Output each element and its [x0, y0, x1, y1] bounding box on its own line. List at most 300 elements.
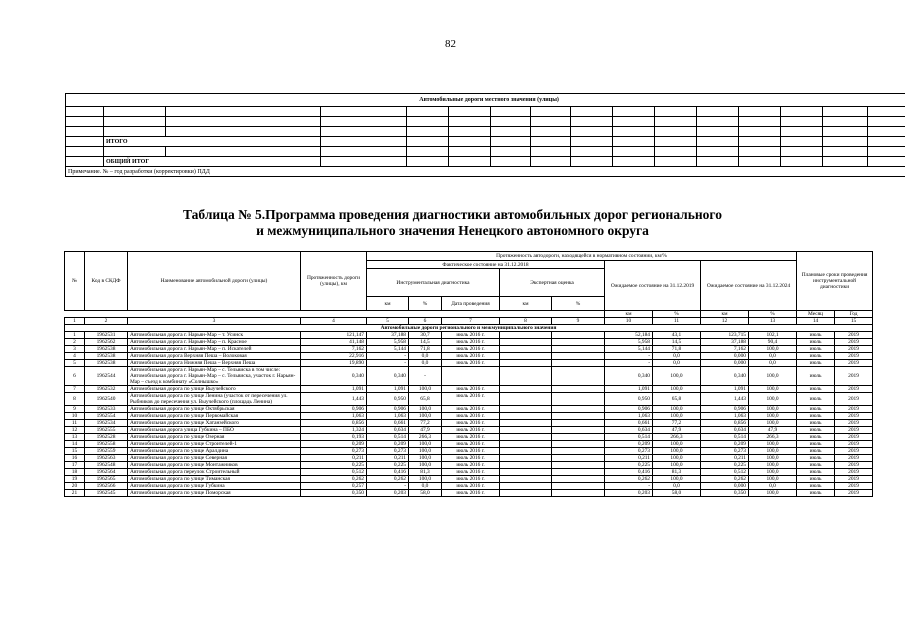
row-expert-km [500, 448, 552, 455]
row-expert-pct [552, 448, 605, 455]
table-row [65, 455, 873, 462]
row-year: 2019 [835, 346, 873, 353]
row-instr-date: июль 2016 г. [442, 413, 500, 420]
row-number: 18 [65, 469, 85, 476]
row-2024-pct: 100,0 [749, 462, 797, 469]
row-month: июль [797, 455, 835, 462]
row-length: 1,324 [301, 427, 367, 434]
row-2019-km: - [605, 353, 653, 360]
row-number: 7 [65, 386, 85, 393]
row-instr-pct: 100,0 [409, 462, 442, 469]
row-expert-km [500, 483, 552, 490]
row-length: 0,512 [301, 469, 367, 476]
row-2019-km: 1,063 [605, 413, 653, 420]
row-month: июль [797, 413, 835, 420]
section-heading: Автомобильные дороги регионального и межмуниципального значения [65, 325, 873, 332]
row-month: июль [797, 462, 835, 469]
row-name: Автомобильная дорога по улице Аралдина [128, 448, 301, 455]
row-month: июль [797, 360, 835, 367]
row-name: Автомобильная дорога по улице Монтажников [128, 462, 301, 469]
row-instr-pct: 100,0 [409, 413, 442, 420]
row-instr-km: - [367, 360, 409, 367]
row-year: 2019 [835, 455, 873, 462]
row-code: 1962562 [85, 339, 128, 346]
row-month: июль [797, 469, 835, 476]
col-header-normative: Протяженность автодороги, находящейся в нормативном состоянии, км/% [367, 252, 797, 261]
row-instr-pct: 30,7 [409, 332, 442, 339]
row-2024-pct: 0,0 [749, 483, 797, 490]
row-instr-pct: 65,8 [409, 393, 442, 406]
row-year: 2019 [835, 332, 873, 339]
table-row [65, 441, 873, 448]
row-number: 19 [65, 476, 85, 483]
column-number: 13 [749, 318, 797, 325]
row-month: июль [797, 386, 835, 393]
row-instr-pct: 0,0 [409, 483, 442, 490]
local-roads-table [65, 93, 905, 177]
table-row [65, 462, 873, 469]
row-2019-km: 0,906 [605, 406, 653, 413]
row-2024-km: 0,273 [701, 448, 749, 455]
row-2019-km: 0,262 [605, 476, 653, 483]
row-name: Автомобильная дорога по улице Октябрьская [128, 406, 301, 413]
row-2024-km: 0,000 [701, 483, 749, 490]
row-name: Автомобильная дорога г. Нарьян-Мар – п. Искателей [128, 346, 301, 353]
grand-total-label: ОБЩИЙ ИТОГ [104, 157, 321, 167]
col-header-2019-km: км [605, 311, 653, 318]
row-expert-pct [552, 339, 605, 346]
row-2024-pct: 100,0 [749, 455, 797, 462]
table-row [65, 339, 873, 346]
row-instr-date: июль 2016 г. [442, 441, 500, 448]
row-name: Автомобильная дорога по улице Строителей-1 [128, 441, 301, 448]
row-code: 1962528 [85, 434, 128, 441]
row-instr-date: июль 2016 г. [442, 353, 500, 360]
row-2024-km: 0,634 [701, 427, 749, 434]
row-2019-km: 0,416 [605, 469, 653, 476]
row-number: 13 [65, 434, 85, 441]
row-instr-km: 37,188 [367, 332, 409, 339]
row-expert-pct [552, 455, 605, 462]
row-expert-km [500, 339, 552, 346]
row-2024-pct: 47,9 [749, 427, 797, 434]
row-month: июль [797, 393, 835, 406]
row-length: 7,162 [301, 346, 367, 353]
row-code: 1962540 [85, 393, 128, 406]
table-title-line-1: Таблица № 5.Программа проведения диагностики автомобильных дорог регионального [183, 207, 722, 222]
row-code: 1962534 [85, 420, 128, 427]
column-number: 15 [835, 318, 873, 325]
row-2019-km: 52,184 [605, 332, 653, 339]
table-row [65, 434, 873, 441]
column-number: 11 [653, 318, 701, 325]
row-code: 1962565 [85, 476, 128, 483]
row-expert-km [500, 490, 552, 497]
row-2024-pct: 100,0 [749, 441, 797, 448]
row-instr-km: 0,416 [367, 469, 409, 476]
row-2024-km: 1,063 [701, 413, 749, 420]
row-expert-pct [552, 483, 605, 490]
row-length: 0,856 [301, 420, 367, 427]
row-2024-km: 0,906 [701, 406, 749, 413]
row-instr-date: июль 2016 г. [442, 448, 500, 455]
row-2024-pct: 100,0 [749, 448, 797, 455]
row-instr-km: - [367, 353, 409, 360]
row-expert-km [500, 427, 552, 434]
row-instr-km: 0,225 [367, 462, 409, 469]
row-instr-pct: 0,0 [409, 353, 442, 360]
row-month: июль [797, 490, 835, 497]
row-name: Автомобильная дорога по улице Тиманская [128, 476, 301, 483]
row-instr-date: июль 2016 г. [442, 406, 500, 413]
row-expert-pct [552, 353, 605, 360]
row-2019-pct: 100,0 [653, 386, 701, 393]
row-month: июль [797, 448, 835, 455]
table-row [65, 420, 873, 427]
row-2024-pct: 100,0 [749, 469, 797, 476]
row-2019-km: 0,203 [605, 490, 653, 497]
row-number: 8 [65, 393, 85, 406]
row-2019-pct: 266,3 [653, 434, 701, 441]
row-year: 2019 [835, 367, 873, 386]
row-instr-pct: 100,0 [409, 448, 442, 455]
row-2019-pct: 100,0 [653, 448, 701, 455]
col-header-2024-km: км [701, 311, 749, 318]
row-length: 1,443 [301, 393, 367, 406]
row-expert-pct [552, 476, 605, 483]
row-instr-date: июль 2016 г. [442, 462, 500, 469]
row-expert-pct [552, 346, 605, 353]
row-year: 2019 [835, 339, 873, 346]
row-length: 0,350 [301, 490, 367, 497]
row-year: 2019 [835, 490, 873, 497]
row-expert-pct [552, 393, 605, 406]
col-header-code: Код в СКДФ [85, 252, 128, 311]
row-number: 20 [65, 483, 85, 490]
row-expert-pct [552, 332, 605, 339]
row-code: 1962566 [85, 483, 128, 490]
row-2019-pct: 100,0 [653, 462, 701, 469]
row-month: июль [797, 353, 835, 360]
row-expert-km [500, 462, 552, 469]
row-instr-date: июль 2016 г. [442, 476, 500, 483]
row-year: 2019 [835, 483, 873, 490]
row-expert-pct [552, 469, 605, 476]
column-number: 9 [552, 318, 605, 325]
row-expert-pct [552, 386, 605, 393]
row-2019-km: 0,273 [605, 448, 653, 455]
col-header-km: км [367, 297, 409, 311]
row-expert-km [500, 441, 552, 448]
row-month: июль [797, 483, 835, 490]
table-row [65, 360, 873, 367]
row-name: Автомобильная дорога по улице Озерная [128, 434, 301, 441]
table-title-line-2: и межмуниципального значения Ненецкого автономного округа [256, 223, 649, 238]
table-row [65, 406, 873, 413]
row-month: июль [797, 346, 835, 353]
row-2024-km: 0,340 [701, 367, 749, 386]
table-row [65, 427, 873, 434]
row-year: 2019 [835, 420, 873, 427]
row-instr-date [442, 367, 500, 386]
row-2019-pct: 0,0 [653, 360, 701, 367]
row-2019-km: 0,211 [605, 455, 653, 462]
table-row [65, 367, 873, 386]
row-2019-pct: 58,0 [653, 490, 701, 497]
row-code: 1962544 [85, 367, 128, 386]
row-name: Автомобильная дорога по улице Ленина (участок от пересечения ул. Рыбников до пересечения ул. Выучейского (площадь Ленина) [128, 393, 301, 406]
row-2024-km: 0,512 [701, 469, 749, 476]
row-instr-km: 1,091 [367, 386, 409, 393]
row-year: 2019 [835, 462, 873, 469]
row-instr-km: 0,203 [367, 490, 409, 497]
row-instr-km: 0,211 [367, 455, 409, 462]
row-name: Автомобильная дорога по улице Хатанзейского [128, 420, 301, 427]
row-2024-km: 0,000 [701, 353, 749, 360]
row-code: 1962555 [85, 427, 128, 434]
col-header-expert: Экспертная оценка [500, 269, 605, 297]
row-year: 2019 [835, 393, 873, 406]
row-expert-pct [552, 434, 605, 441]
row-length: 0,262 [301, 476, 367, 483]
row-2019-pct: 100,0 [653, 367, 701, 386]
row-instr-pct: 100,0 [409, 476, 442, 483]
row-code: 1962531 [85, 332, 128, 339]
row-month: июль [797, 367, 835, 386]
row-expert-pct [552, 420, 605, 427]
row-2024-km: 123,715 [701, 332, 749, 339]
row-length: 0,340 [301, 367, 367, 386]
row-name: Автомобильная дорога Нижняя Пеша – Верхняя Пеша [128, 360, 301, 367]
row-name: Автомобильная дорога переулок Строительный [128, 469, 301, 476]
row-2019-pct: 71,8 [653, 346, 701, 353]
row-instr-date: июль 2016 г. [442, 455, 500, 462]
row-instr-pct: 100,0 [409, 406, 442, 413]
row-instr-pct: 0,0 [409, 360, 442, 367]
row-expert-km [500, 413, 552, 420]
row-length: 0,193 [301, 434, 367, 441]
row-2019-km: 0,340 [605, 367, 653, 386]
row-expert-km [500, 346, 552, 353]
col-header-name: Наименование автомобильной дороги (улицы) [128, 252, 301, 311]
row-name: Автомобильная дорога по улице Губкина [128, 483, 301, 490]
row-expert-km [500, 393, 552, 406]
col-header-expert-km: км [500, 297, 552, 311]
table-row [65, 332, 873, 339]
row-length: 0,209 [301, 441, 367, 448]
column-number: 8 [500, 318, 552, 325]
row-instr-date: июль 2016 г. [442, 483, 500, 490]
row-year: 2019 [835, 406, 873, 413]
row-instr-pct: 58,0 [409, 490, 442, 497]
table-row [65, 483, 873, 490]
row-expert-pct [552, 413, 605, 420]
row-length: 41,148 [301, 339, 367, 346]
row-expert-km [500, 332, 552, 339]
table-row [65, 393, 873, 406]
row-number: 15 [65, 448, 85, 455]
table-row [65, 448, 873, 455]
row-name: Автомобильная дорога Верхняя Пеша – Волоковая [128, 353, 301, 360]
row-instr-date: июль 2016 г. [442, 339, 500, 346]
row-2024-pct: 100,0 [749, 406, 797, 413]
row-2024-pct: 100,0 [749, 346, 797, 353]
row-2019-km: 0,514 [605, 434, 653, 441]
row-instr-date: июль 2016 г. [442, 346, 500, 353]
row-2019-pct: 65,8 [653, 393, 701, 406]
row-instr-date: июль 2016 г. [442, 434, 500, 441]
column-number: 4 [301, 318, 367, 325]
row-year: 2019 [835, 434, 873, 441]
row-length: 121,147 [301, 332, 367, 339]
row-expert-km [500, 455, 552, 462]
row-2019-pct: 43,1 [653, 332, 701, 339]
row-expert-pct [552, 360, 605, 367]
row-month: июль [797, 476, 835, 483]
row-instr-km: 0,340 [367, 367, 409, 386]
row-2024-km: 0,262 [701, 476, 749, 483]
row-number: 4 [65, 353, 85, 360]
row-code: 1962563 [85, 455, 128, 462]
row-year: 2019 [835, 413, 873, 420]
row-month: июль [797, 332, 835, 339]
row-expert-km [500, 476, 552, 483]
row-year: 2019 [835, 448, 873, 455]
row-name: Автомобильная дорога улица Губкина – ПБО [128, 427, 301, 434]
row-2019-km: 5,958 [605, 339, 653, 346]
total-label: ИТОГО [104, 137, 321, 147]
row-expert-pct [552, 367, 605, 386]
row-2024-km: 7,162 [701, 346, 749, 353]
row-2024-km: 0,350 [701, 490, 749, 497]
row-2024-km: 0,000 [701, 360, 749, 367]
row-instr-date: июль 2016 г. [442, 332, 500, 339]
col-header-instrumental: Инструментальная диагностика [367, 269, 500, 297]
row-instr-date: июль 2016 г. [442, 420, 500, 427]
row-expert-km [500, 367, 552, 386]
row-number: 21 [65, 490, 85, 497]
row-year: 2019 [835, 441, 873, 448]
row-length: 0,257 [301, 483, 367, 490]
row-length: 19,890 [301, 360, 367, 367]
row-expert-km [500, 469, 552, 476]
row-name: Автомобильная дорога по улице Выучейского [128, 386, 301, 393]
col-header-expert-pct: % [552, 297, 605, 311]
row-2024-pct: 90,4 [749, 339, 797, 346]
row-length: 22,916 [301, 353, 367, 360]
column-number: 14 [797, 318, 835, 325]
row-number: 11 [65, 420, 85, 427]
row-instr-km: 0,906 [367, 406, 409, 413]
row-instr-date: июль 2016 г. [442, 469, 500, 476]
row-month: июль [797, 427, 835, 434]
row-year: 2019 [835, 386, 873, 393]
row-year: 2019 [835, 427, 873, 434]
row-name: Автомобильная дорога по улице Поморская [128, 490, 301, 497]
row-2019-km: 0,634 [605, 427, 653, 434]
row-2019-km: 0,225 [605, 462, 653, 469]
column-number: 7 [442, 318, 500, 325]
row-2019-pct: 47,9 [653, 427, 701, 434]
row-2019-pct: 81,3 [653, 469, 701, 476]
row-2024-km: 0,514 [701, 434, 749, 441]
row-2019-pct: 100,0 [653, 476, 701, 483]
row-month: июль [797, 434, 835, 441]
col-header-2019-pct: % [653, 311, 701, 318]
col-header-length: Протяженность дороги (улицы), км [301, 252, 367, 311]
row-instr-pct: 47,9 [409, 427, 442, 434]
row-2024-pct: 100,0 [749, 476, 797, 483]
column-number: 5 [367, 318, 409, 325]
row-instr-km: 0,634 [367, 427, 409, 434]
row-2024-km: 0,225 [701, 462, 749, 469]
page-number: 82 [445, 38, 456, 50]
row-year: 2019 [835, 360, 873, 367]
table-row [65, 386, 873, 393]
col-header-num: № [65, 252, 85, 311]
col-header-expected-2024: Ожидаемое состояние на 31.12.2024 [701, 261, 797, 311]
row-2024-pct: 102,1 [749, 332, 797, 339]
table-row [65, 469, 873, 476]
col-header-pct: % [409, 297, 442, 311]
row-2019-pct: 100,0 [653, 441, 701, 448]
row-instr-pct: - [409, 367, 442, 386]
row-instr-pct: 100,0 [409, 386, 442, 393]
row-instr-date: июль 2016 г. [442, 360, 500, 367]
row-2024-pct: 100,0 [749, 367, 797, 386]
row-code: 1962559 [85, 448, 128, 455]
row-2024-km: 0,856 [701, 420, 749, 427]
row-length: 0,211 [301, 455, 367, 462]
row-instr-km: - [367, 483, 409, 490]
row-code: 1962538 [85, 346, 128, 353]
row-expert-km [500, 406, 552, 413]
row-expert-km [500, 360, 552, 367]
row-expert-pct [552, 441, 605, 448]
row-code: 1962545 [85, 490, 128, 497]
row-instr-date: июль 2016 г. [442, 490, 500, 497]
row-year: 2019 [835, 476, 873, 483]
row-instr-km: 1,063 [367, 413, 409, 420]
row-number: 16 [65, 455, 85, 462]
row-instr-pct: 14,5 [409, 339, 442, 346]
table-row [65, 346, 873, 353]
row-length: 0,906 [301, 406, 367, 413]
row-instr-km: 0,950 [367, 393, 409, 406]
row-2019-km: 1,091 [605, 386, 653, 393]
row-length: 0,273 [301, 448, 367, 455]
table-row [65, 490, 873, 497]
row-instr-km: 0,262 [367, 476, 409, 483]
row-name: Автомобильная дорога по улице Первомайская [128, 413, 301, 420]
row-expert-pct [552, 490, 605, 497]
row-2019-km: 0,661 [605, 420, 653, 427]
row-instr-pct: 266,3 [409, 434, 442, 441]
row-instr-date: июль 2016 г. [442, 386, 500, 393]
row-instr-km: 0,661 [367, 420, 409, 427]
row-year: 2019 [835, 469, 873, 476]
row-number: 10 [65, 413, 85, 420]
row-2019-pct: 100,0 [653, 406, 701, 413]
row-number: 6 [65, 367, 85, 386]
row-2019-pct: 77,2 [653, 420, 701, 427]
row-2019-km: - [605, 483, 653, 490]
row-instr-date: июль 2016 г. [442, 393, 500, 406]
col-header-actual: Фактическое состояние на 31.12.2018 [367, 261, 605, 269]
col-header-2024-pct: % [749, 311, 797, 318]
row-2024-km: 1,443 [701, 393, 749, 406]
column-number: 3 [128, 318, 301, 325]
